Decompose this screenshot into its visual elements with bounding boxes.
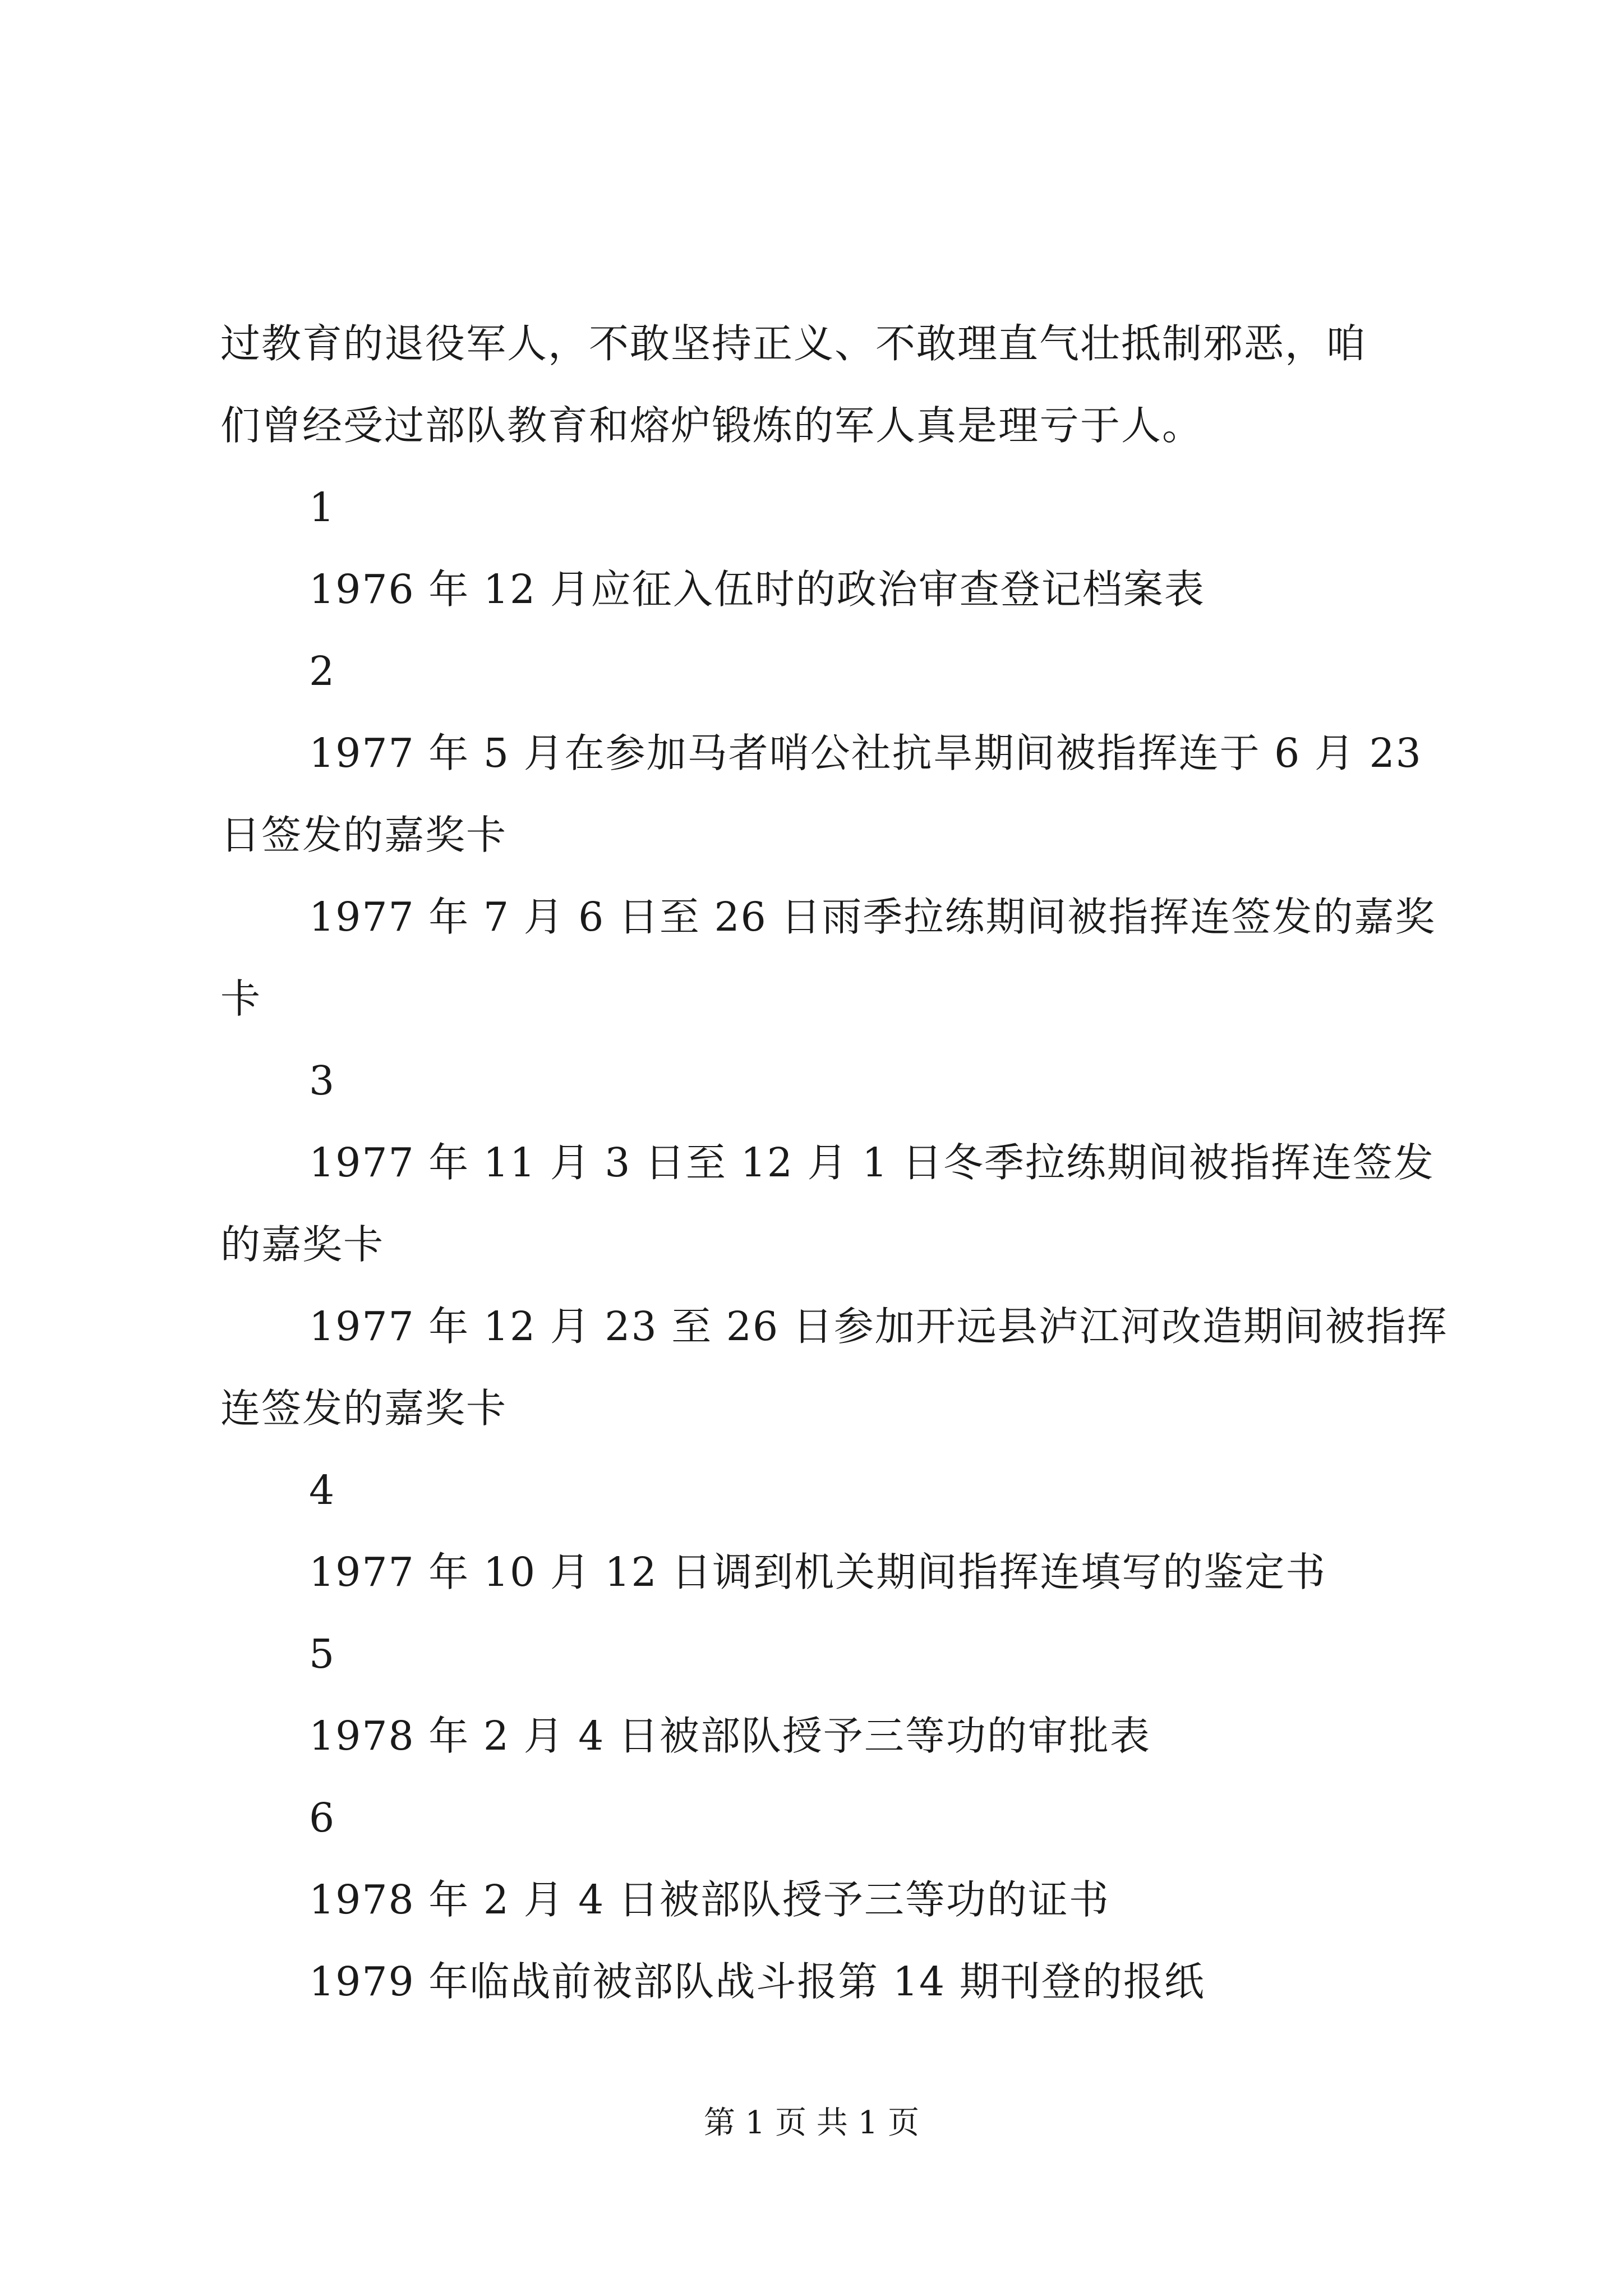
body-text xyxy=(220,303,1448,2023)
text-line: 1977 年 11 月 3 日至 12 月 1 日冬季拉练期间被指挥连签发 xyxy=(309,1139,1435,1186)
text-line: 1977 年 7 月 6 日至 26 日雨季拉练期间被指挥连签发的嘉奖 xyxy=(309,894,1436,940)
item-number: 3 xyxy=(309,1057,336,1104)
text-line: 过教育的退役军人，不敢坚持正义、不敢理直气壮抵制邪恶，咱 xyxy=(220,320,1367,367)
item-number: 2 xyxy=(309,648,336,694)
text-line: 1976 年 12 月应征入伍时的政治审查登记档案表 xyxy=(309,566,1205,613)
text-line: 们曾经受过部队教育和熔炉锻炼的军人真是理亏于人。 xyxy=(220,402,1204,449)
page-footer: 第 1 页 共 1 页 xyxy=(703,2105,920,2141)
text-line: 1977 年 12 月 23 至 26 日参加开远县泸江河改造期间被指挥 xyxy=(309,1303,1448,1350)
text-line: 1977 年 10 月 12 日调到机关期间指挥连填写的鉴定书 xyxy=(309,1549,1327,1595)
text-line: 1978 年 2 月 4 日被部队授予三等功的证书 xyxy=(309,1876,1110,1923)
item-number: 5 xyxy=(309,1631,336,1677)
item-number: 4 xyxy=(309,1467,336,1513)
text-line: 连签发的嘉奖卡 xyxy=(220,1385,508,1432)
text-line: 卡 xyxy=(220,976,262,1022)
text-line: 1979 年临战前被部队战斗报第 14 期刊登的报纸 xyxy=(309,1958,1205,2005)
text-line: 的嘉奖卡 xyxy=(220,1221,385,1268)
text-line: 1978 年 2 月 4 日被部队授予三等功的审批表 xyxy=(309,1713,1151,1759)
item-number: 6 xyxy=(309,1795,336,1841)
item-number: 1 xyxy=(309,484,336,531)
text-line: 1977 年 5 月在参加马者哨公社抗旱期间被指挥连于 6 月 23 xyxy=(309,730,1422,776)
text-line: 日签发的嘉奖卡 xyxy=(220,812,508,858)
